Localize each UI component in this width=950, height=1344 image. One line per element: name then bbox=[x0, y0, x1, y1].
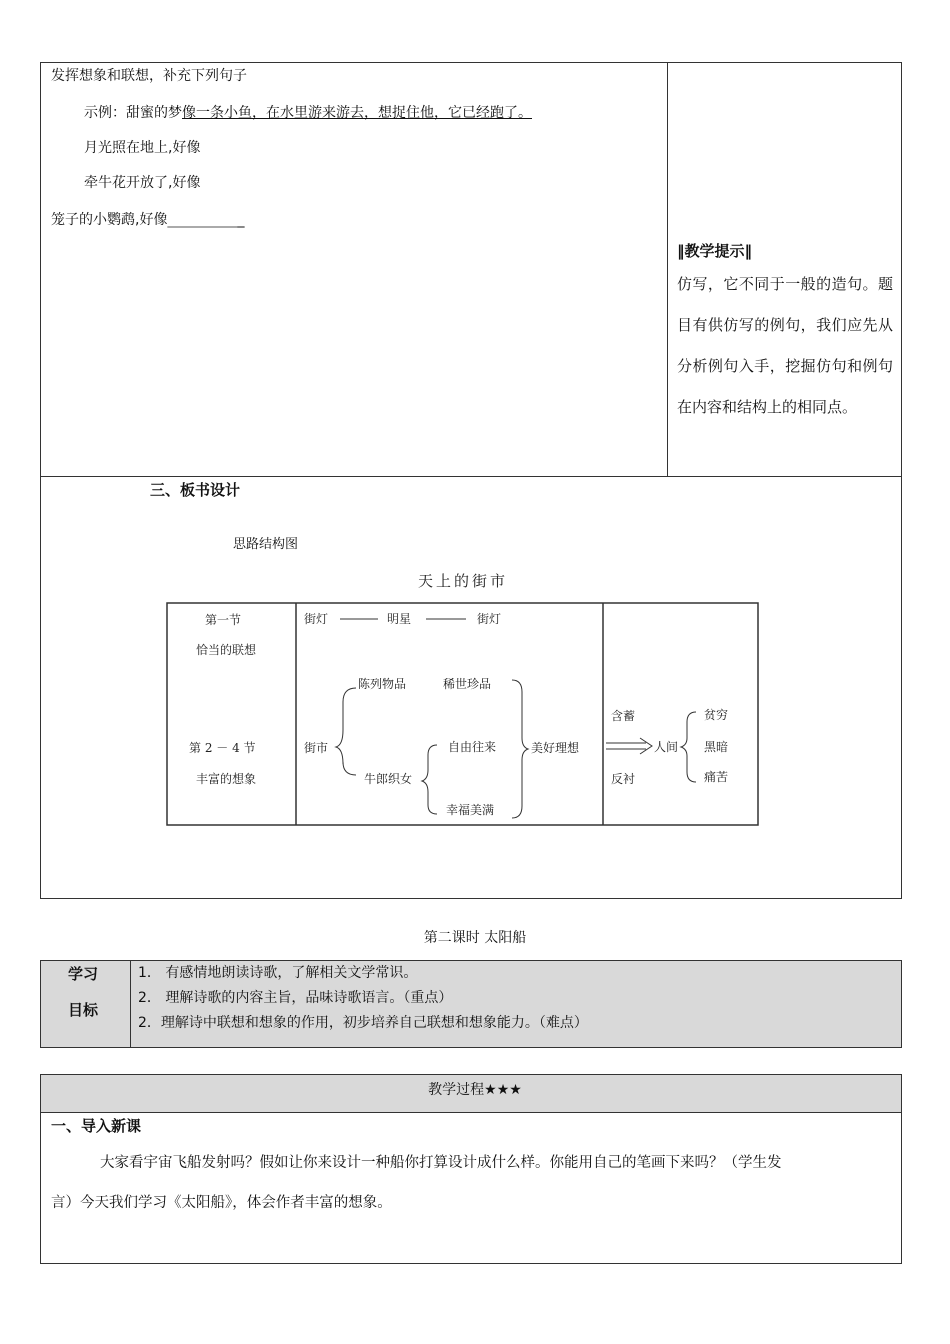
item-display: 陈列物品 bbox=[358, 677, 407, 691]
item-happy: 幸福美满 bbox=[446, 803, 495, 817]
top-row-lamp-2: 街灯 bbox=[477, 612, 502, 626]
line-3-blank: __________ bbox=[167, 212, 238, 228]
diagram-frame bbox=[167, 603, 758, 825]
human-brace bbox=[681, 712, 696, 782]
example-underlined: 像一条小鱼，在水里游来游去，想捉住他，它已经跑了。 bbox=[182, 105, 532, 121]
goals-divider bbox=[130, 960, 131, 1048]
cowherd-brace bbox=[422, 745, 437, 814]
diagram-caption: 思路结构图 bbox=[233, 537, 299, 552]
goal-label-2: 目标 bbox=[68, 1001, 99, 1019]
line-3-tail: _ bbox=[237, 212, 245, 228]
ideal-label: 美好理想 bbox=[531, 741, 580, 755]
diagram-title: 天上的街市 bbox=[418, 572, 509, 590]
hint-body: 仿写，它不同于一般的造句。题目有供仿写的例句，我们应先从分析例句入手，挖掘仿句和例句在内容和结构上的相同点。 bbox=[677, 275, 893, 416]
top-row-lamp-1: 街灯 bbox=[304, 612, 329, 626]
col1-sec2: 第 2 － 4 节 bbox=[189, 741, 256, 755]
exercise-line-2: 牵牛花开放了,好像 bbox=[84, 175, 201, 191]
col1-sec1: 第一节 bbox=[205, 613, 242, 627]
contain-label: 含蓄 bbox=[611, 709, 636, 723]
line-3-text: 笼子的小鹦鹉,好像 bbox=[51, 212, 168, 228]
exercise-line-1: 月光照在地上,好像 bbox=[84, 140, 201, 156]
street-brace bbox=[336, 688, 356, 775]
hint-title: ‖教学提示‖ bbox=[677, 242, 753, 260]
process-section-1: 一、导入新课 bbox=[51, 1117, 142, 1135]
right-item-darkness: 黑暗 bbox=[704, 740, 729, 754]
process-header-divider bbox=[40, 1112, 902, 1113]
item-free: 自由往来 bbox=[448, 740, 497, 754]
top-row-star: 明星 bbox=[387, 612, 412, 626]
street-label: 街市 bbox=[304, 741, 329, 755]
process-header: 教学过程★★★ bbox=[428, 1082, 522, 1098]
example-prefix: 示例：甜蜜的梦 bbox=[84, 105, 182, 121]
human-label: 人间 bbox=[654, 740, 679, 754]
goal-item-2: 2． 理解诗歌的内容主旨，品味诗歌语言。（重点） bbox=[138, 990, 453, 1006]
col1-sec1-sub: 恰当的联想 bbox=[196, 643, 257, 657]
right-item-poverty: 贫穷 bbox=[704, 708, 729, 722]
ideal-brace bbox=[512, 680, 528, 818]
lesson2-title: 第二课时 太阳船 bbox=[423, 930, 527, 946]
double-arrow bbox=[606, 738, 652, 754]
exercise-prompt: 发挥想象和联想，补充下列句子 bbox=[51, 68, 247, 84]
item-cowherd: 牛郎织女 bbox=[364, 772, 413, 786]
right-item-pain: 痛苦 bbox=[704, 770, 729, 784]
goal-item-1: 1． 有感情地朗读诗歌，了解相关文学常识。 bbox=[138, 965, 418, 981]
goal-label-1: 学习 bbox=[68, 965, 99, 983]
goal-item-3: 2．理解诗中联想和想象的作用，初步培养自己联想和想象能力。（难点） bbox=[138, 1015, 588, 1031]
item-treasure: 稀世珍品 bbox=[443, 677, 492, 691]
contrast-label: 反衬 bbox=[611, 772, 636, 786]
process-paragraph-line-1: 大家看宇宙飞船发射吗？假如让你来设计一种船你打算设计成什么样。你能用自己的笔画下来吗？（学生发 bbox=[100, 1155, 782, 1171]
col1-sec2-sub: 丰富的想象 bbox=[196, 772, 257, 786]
board-heading: 三、板书设计 bbox=[150, 481, 241, 499]
process-paragraph-line-2: 言）今天我们学习《太阳船》，体会作者丰富的想象。 bbox=[51, 1195, 392, 1211]
